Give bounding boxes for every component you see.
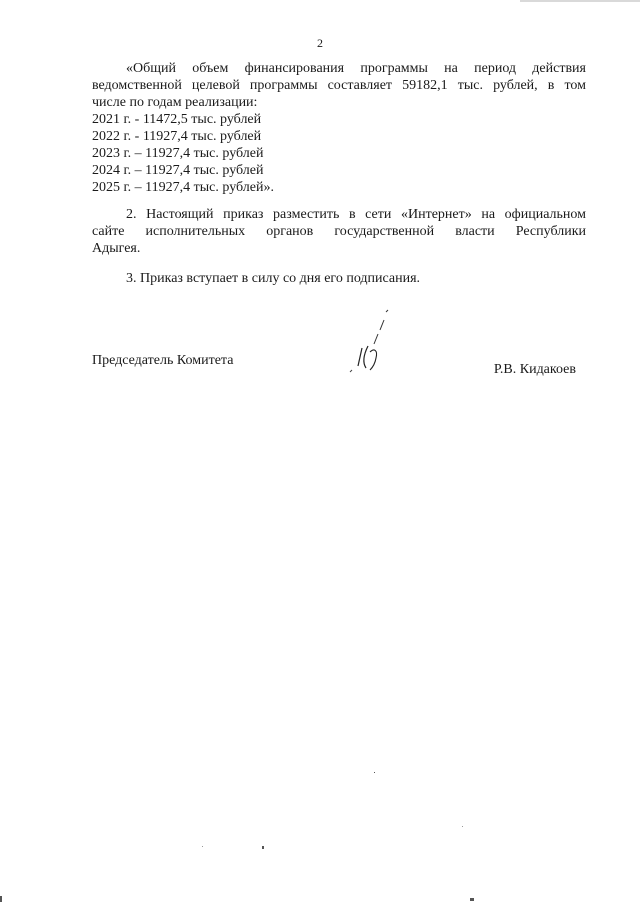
paragraph-internet-line-3: Адыгея. (92, 241, 141, 256)
paragraph-internet (92, 206, 586, 257)
scan-artifact (374, 772, 375, 773)
scan-artifact (202, 846, 203, 847)
paragraph-effective: 3. Приказ вступает в силу со дня его подписания. (126, 271, 421, 286)
year-item: 2021 г. - 11472,5 тыс. рублей (92, 112, 262, 127)
paragraph-financing-line-1: «Общий объем финансирования программы на период действия (126, 61, 586, 76)
signature-block (92, 352, 586, 392)
year-item: 2022 г. - 11927,4 тыс. рублей (92, 129, 262, 144)
year-item: 2025 г. – 11927,4 тыс. рублей». (92, 180, 274, 195)
paragraph-internet-line-2: сайте исполнительных органов государственной власти Республики (92, 224, 586, 239)
paragraph-financing-line-3: числе по годам реализации: (92, 95, 258, 110)
scan-edge-line (520, 0, 640, 2)
scan-artifact (262, 846, 264, 849)
handwritten-signature (340, 308, 400, 380)
year-list (92, 111, 586, 196)
paragraph-financing (92, 60, 586, 111)
year-item: 2024 г. – 11927,4 тыс. рублей (92, 163, 264, 178)
paragraph-financing-line-2: ведомственной целевой программы составляет 59182,1 тыс. рублей, в том (92, 78, 586, 93)
paragraph-internet-line-1: 2. Настоящий приказ разместить в сети «Интернет» на официальном (126, 207, 586, 222)
scan-artifact (0, 896, 2, 902)
scan-artifact (470, 898, 474, 901)
signatory-name: Р.В. Кидакоев (493, 362, 576, 377)
year-item: 2023 г. – 11927,4 тыс. рублей (92, 146, 264, 161)
signatory-title: Председатель Комитета (92, 353, 234, 368)
scan-artifact (462, 826, 463, 827)
page-number: 2 (317, 36, 323, 50)
